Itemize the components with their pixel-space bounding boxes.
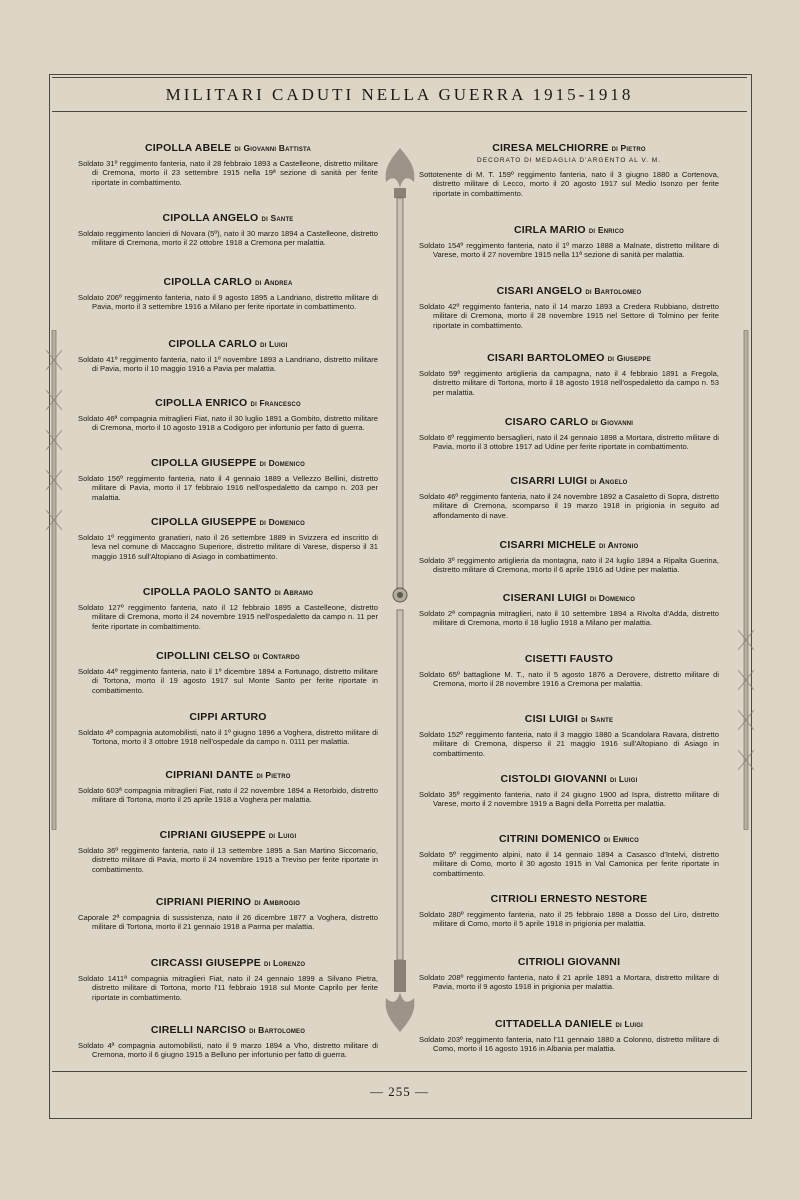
entry [419, 893, 719, 929]
entry [78, 212, 378, 248]
entry-patronymic: di Luigi [268, 830, 297, 840]
entry [419, 956, 719, 992]
entry-text: Soldato 603ª compagnia mitraglieri Fiat, nato il 22 novembre 1894 a Retorbido, distretto militare di Tortona, morto il 25 aprile 1918 a Voghera per malattia. [78, 786, 378, 805]
entry-patronymic: di Luigi [615, 1019, 643, 1029]
footer-rule [52, 1071, 747, 1072]
entry-patronymic: di Pietro [256, 770, 291, 780]
entry-text: Soldato 6º reggimento bersaglieri, nato il 24 gennaio 1898 a Mortara, distretto militare di Pavia, morto il 3 ottobre 1917 ad Udine per ferite riportate in combattimento. [419, 433, 719, 452]
entry-text: Soldato 4ª compagnia automobilisti, nato il 9 marzo 1894 a Vho, distretto militare di Cremona, morto il 6 giugno 1915 a Belluno per infortunio per fatto di guerra. [78, 1041, 378, 1060]
entry [78, 457, 378, 502]
entry-name: CIPOLLA GIUSEPPE [151, 457, 257, 469]
entry-name: CISARRI MICHELE [499, 539, 596, 551]
entry-patronymic: di Sante [261, 213, 294, 223]
entry-patronymic: di Giovanni Battista [234, 143, 311, 153]
entry-patronymic: di Angelo [590, 476, 628, 486]
header-rule [52, 111, 747, 112]
entry-name: CIPOLLA ANGELO [162, 212, 259, 224]
entry-name: CISETTI FAUSTO [524, 653, 614, 665]
entry [78, 829, 378, 874]
entry-text: Soldato 280º reggimento fanteria, nato il 25 febbraio 1898 a Dosso del Liro, distretto militare di Como, morto il 5 aprile 1918 in prigionia per malattia. [419, 910, 719, 929]
entry [78, 896, 378, 932]
entry-text: Soldato 203º reggimento fanteria, nato l'11 gennaio 1880 a Colonno, distretto militare di Como, morto il 16 agosto 1916 in Albania per malattia. [419, 1035, 719, 1054]
entry-text: Soldato 59º reggimento artiglieria da campagna, nato il 4 febbraio 1891 a Fregola, distretto militare di Tortona, morto il 18 agosto 1918 nell'ospedaletto da campo n. 53 per malattia. [419, 369, 719, 397]
entry-name: CISI LUIGI [524, 713, 579, 725]
entry-text: Soldato 1º reggimento granatieri, nato il 26 settembre 1889 in Svizzera ed inscritto di leva nel comune di Maccagno Superiore, distretto militare di Varese, disperso il 31 maggio 1916 sull'Altopiano di Asiago in combattimento. [78, 533, 378, 561]
entry-name: CIPPI ARTURO [189, 711, 267, 723]
entry-text: Soldato 154º reggimento fanteria, nato il 1º marzo 1888 a Malnate, distretto militare di Varese, morto il 27 novembre 1915 nella 11ª sezione di sanità per malattia. [419, 241, 719, 260]
entry [419, 352, 719, 397]
entry-text: Sottotenente di M. T. 159º reggimento fanteria, nato il 3 giugno 1880 a Cortenova, distretto militare di Lecco, morto il 20 agosto 1917 sul Medio Isonzo per ferite riportate in combattimento. [419, 170, 719, 198]
page-title: MILITARI CADUTI NELLA GUERRA 1915-1918 [165, 85, 634, 104]
entry [419, 653, 719, 689]
entry-patronymic: di Antonio [599, 540, 639, 550]
entry-patronymic: di Giovanni [591, 417, 634, 427]
entry-name: CISERANI LUIGI [502, 592, 587, 604]
entry-name: CIPOLLA ENRICO [155, 397, 248, 409]
entry-text: Soldato 42º reggimento fanteria, nato il 14 marzo 1893 a Credera Rubbiano, distretto militare di Cremona, morto il 28 novembre 1915 nel Settore di Tolmino per ferite riportate in combattimento. [419, 302, 719, 330]
entry-text: Soldato 65º battaglione M. T., nato il 5 agosto 1876 a Derovere, distretto militare di Cremona, morto il 28 novembre 1916 a Cremona per malattia. [419, 670, 719, 689]
entry-text: Soldato reggimento lancieri di Novara (5º), nato il 30 marzo 1894 a Castelleone, distretto militare di Cremona, morto il 22 ottobre 1918 a Cremona per malattia. [78, 229, 378, 248]
entry-text: Soldato 36º reggimento fanteria, nato il 13 settembre 1895 a San Martino Siccomario, distretto militare di Pavia, morto il 24 novembre 1915 a Treviso per ferite riportate in combattimento. [78, 846, 378, 874]
entry-name: CIPRIANI GIUSEPPE [159, 829, 266, 841]
entry-patronymic: di Andrea [255, 277, 293, 287]
entry-text: Soldato 35º reggimento fanteria, nato il 24 giugno 1900 ad Ispra, distretto militare di Varese, morto il 2 novembre 1919 a Bagni della Porretta per malattia. [419, 790, 719, 809]
entry-text: Soldato 2ª compagnia mitraglieri, nato il 10 settembre 1894 a Rivolta d'Adda, distretto militare di Cremona, morto il 18 luglio 1918 a Milano per malattia. [419, 609, 719, 628]
entry-patronymic: di Luigi [609, 774, 638, 784]
entry-patronymic: di Giuseppe [607, 353, 651, 363]
frame-top-rule [52, 77, 747, 78]
entry-text: Soldato 31º reggimento fanteria, nato il 28 febbraio 1893 a Castelleone, distretto militare di Cremona, morto il 23 settembre 1915 nella 19ª sezione di sanità per ferite riportate in combattimento. [78, 159, 378, 187]
entry-name: CISTOLDI GIOVANNI [500, 773, 607, 785]
entry-patronymic: di Domenico [589, 593, 636, 603]
entry-patronymic: di Enrico [603, 834, 640, 844]
entry [419, 224, 719, 260]
entry-patronymic: di Luigi [260, 339, 288, 349]
entry-text: Soldato 208º reggimento fanteria, nato il 21 aprile 1891 a Mortara, distretto militare di Pavia, morto il 9 agosto 1918 in prigionia per malattia. [419, 973, 719, 992]
entry-patronymic: di Domenico [259, 458, 305, 468]
entry-text: Soldato 46º reggimento fanteria, nato il 24 novembre 1892 a Casaletto di Sopra, distretto militare di Cremona, scomparso il 19 marzo 1918 in prigionia in seguito ad affondamento di nave. [419, 492, 719, 520]
entry-name: CISARO CARLO [504, 416, 589, 428]
entry-text: Soldato 152º reggimento fanteria, nato il 3 maggio 1880 a Scandolara Ravara, distretto militare di Cremona, disperso il 21 maggio 1916 sull'Altopiano di Asiago in combattimento. [419, 730, 719, 758]
entry-patronymic: di Bartolomeo [249, 1025, 306, 1035]
entry-patronymic: di Sante [581, 714, 614, 724]
entry [78, 142, 378, 187]
entry-text: Soldato 41º reggimento fanteria, nato il 1º novembre 1893 a Landriano, distretto militare di Pavia, morto il 10 maggio 1916 a Pavia per malattia. [78, 355, 378, 374]
entry-name: CIPRIANI DANTE [165, 769, 254, 781]
entry-name: CIPOLLA PAOLO SANTO [142, 586, 272, 598]
entry-patronymic: di Enrico [588, 225, 625, 235]
entry-name: CIPOLLA GIUSEPPE [151, 516, 257, 528]
entry [419, 833, 719, 878]
entry-name: CITRIOLI GIOVANNI [517, 956, 621, 968]
entry-patronymic: di Contardo [253, 651, 300, 661]
entry-name: CIPOLLA ABELE [144, 142, 232, 154]
entry-name: CISARRI LUIGI [510, 475, 588, 487]
entry-text: Soldato 3º reggimento artiglieria da montagna, nato il 24 luglio 1894 a Ripalta Guerina, distretto militare di Cremona, morto il 6 aprile 1916 ad Udine per malattia. [419, 556, 719, 575]
entry-patronymic: di Ambrogio [254, 897, 301, 907]
entry-name: CISARI ANGELO [496, 285, 583, 297]
entry [419, 713, 719, 758]
entry-name: CIPOLLA CARLO [163, 276, 253, 288]
entry-text: Caporale 2ª compagnia di sussistenza, nato il 26 dicembre 1877 a Voghera, distretto militare di Tortona, morto il 21 gennaio 1918 a Parma per malattia. [78, 913, 378, 932]
entry [78, 1024, 378, 1060]
left-lance-ornament [44, 330, 64, 830]
entry-name: CITRIOLI ERNESTO NESTORE [490, 893, 648, 905]
entry [78, 650, 378, 695]
entry [419, 285, 719, 330]
entry [78, 276, 378, 312]
entry-name: CITRINI DOMENICO [498, 833, 601, 845]
entry [419, 142, 719, 198]
center-pole-ornament [380, 140, 420, 1040]
right-lance-ornament [736, 330, 756, 830]
entry-name: CITTADELLA DANIELE [495, 1018, 613, 1030]
entry [419, 475, 719, 520]
entry-name: CIRESA MELCHIORRE [492, 142, 609, 154]
entry [78, 769, 378, 805]
entry [419, 1018, 719, 1054]
entry-name: CIPRIANI PIERINO [155, 896, 252, 908]
entry-text: Soldato 156º reggimento fanteria, nato il 4 gennaio 1889 a Vellezzo Bellini, distretto militare di Pavia, morto il 17 febbraio 1916 nell'ospedaletto da campo n. 203 per malattia. [78, 474, 378, 502]
entry-text: Soldato 46ª compagnia mitraglieri Fiat, nato il 30 luglio 1891 a Gombito, distretto militare di Cremona, morto il 10 agosto 1918 a Codigoro per infortunio per fatto di guerra. [78, 414, 378, 433]
entry [78, 586, 378, 631]
entry-name: CIRCASSI GIUSEPPE [150, 957, 261, 969]
entry-name: CIPOLLA CARLO [168, 338, 257, 350]
entry-text: Soldato 127º reggimento fanteria, nato il 12 febbraio 1895 a Castelleone, distretto militare di Cremona, morto il 24 novembre 1915 nell'ospedaletto da campo n. 11 per ferite riportate in combattimento. [78, 603, 378, 631]
entry [78, 516, 378, 561]
entry [419, 592, 719, 628]
entry [78, 957, 378, 1002]
entry-patronymic: di Abramo [274, 587, 314, 597]
entry-patronymic: di Pietro [611, 143, 646, 153]
entry-text: Soldato 1411ª compagnia mitraglieri Fiat, nato il 24 gennaio 1899 a Silvano Pietra, distretto militare di Tortona, morto l'11 febbraio 1918 sul Monte Caprilo per ferite riportate in combattimento. [78, 974, 378, 1002]
entry-text: Soldato 5º reggimento alpini, nato il 14 gennaio 1894 a Casasco d'Intelvi, distretto militare di Como, morto il 30 agosto 1915 in Val Camonica per ferite riportate in combattimento. [419, 850, 719, 878]
entry [78, 397, 378, 433]
entry-decoration: DECORATO DI MEDAGLIA D'ARGENTO AL V. M. [477, 157, 661, 164]
entry-text: Soldato 206º reggimento fanteria, nato il 9 agosto 1895 a Landriano, distretto militare di Pavia, morto il 3 settembre 1916 a Milano per ferite riportate in combattimento. [78, 293, 378, 312]
entry [419, 773, 719, 809]
entry-name: CISARI BARTOLOMEO [487, 352, 605, 364]
entry [419, 539, 719, 575]
entry-name: CIPOLLINI CELSO [156, 650, 251, 662]
entry-text: Soldato 44º reggimento fanteria, nato il 1º dicembre 1894 a Fortunago, distretto militare di Tortona, morto il 19 agosto 1917 sul Monte Santo per ferite riportate in combattimento. [78, 667, 378, 695]
entry-text: Soldato 4ª compagnia automobilisti, nato il 1º giugno 1896 a Voghera, distretto militare di Tortona, morto il 3 ottobre 1918 nell'ospedale da campo n. 0111 per malattia. [78, 728, 378, 747]
entry [78, 338, 378, 374]
entry-patronymic: di Domenico [259, 517, 305, 527]
entry-patronymic: di Francesco [250, 398, 301, 408]
entry [419, 416, 719, 452]
entry-name: CIRLA MARIO [513, 224, 586, 236]
page-number: — 255 — [370, 1084, 429, 1099]
entry-name: CIRELLI NARCISO [150, 1024, 247, 1036]
entry [78, 711, 378, 747]
entry-patronymic: di Lorenzo [264, 958, 306, 968]
entry-patronymic: di Bartolomeo [585, 286, 642, 296]
